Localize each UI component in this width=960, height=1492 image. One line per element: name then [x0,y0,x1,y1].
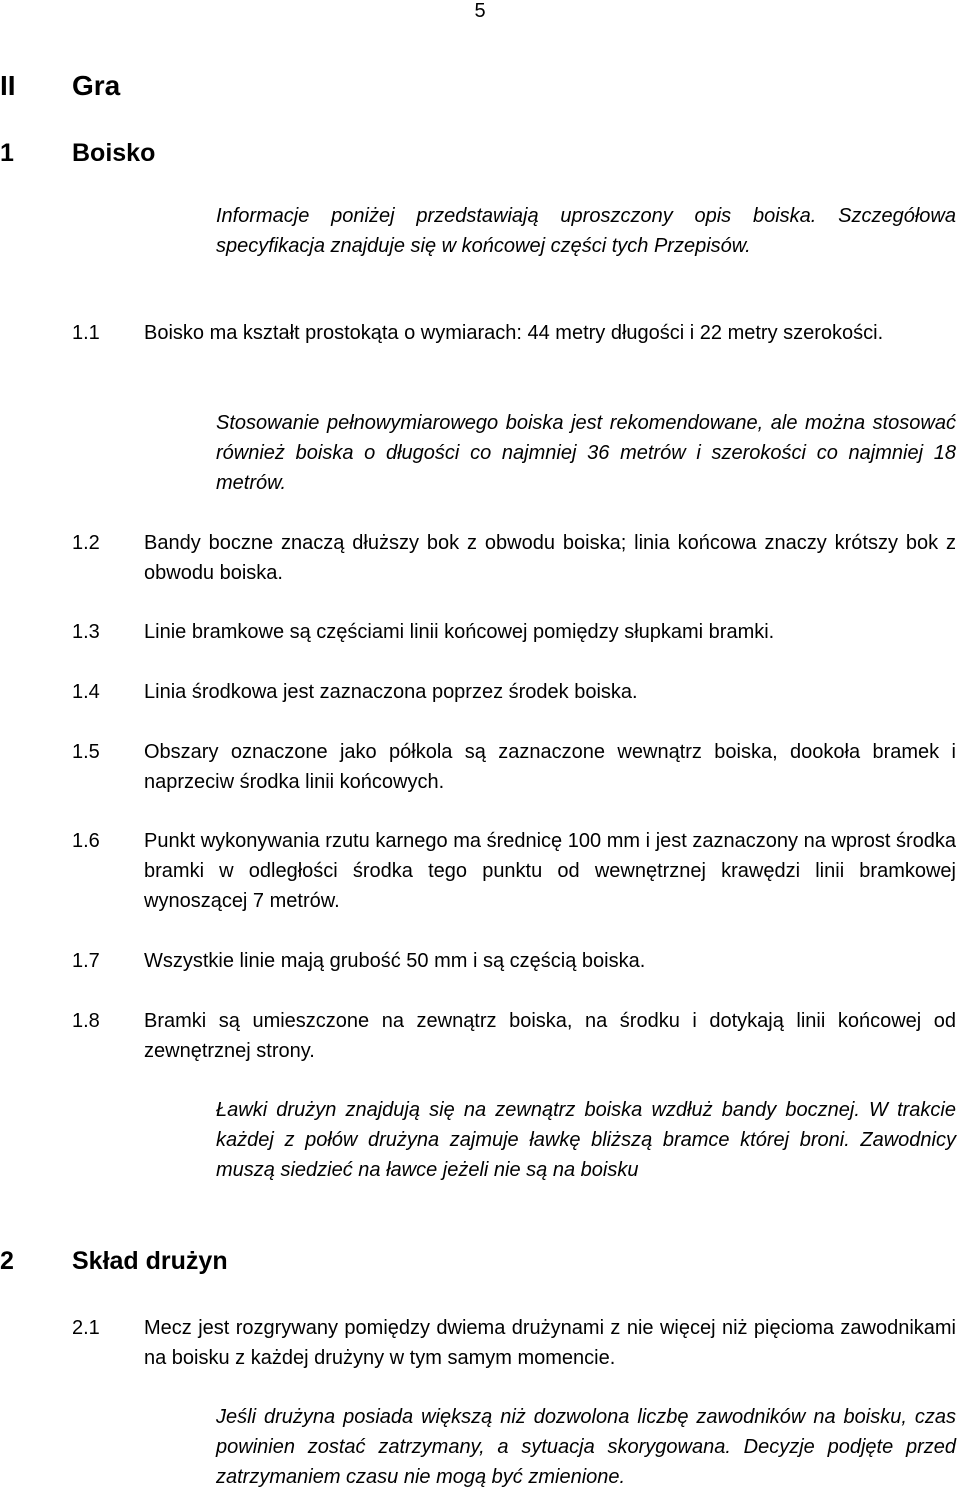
rule-item [72,1006,956,1066]
chapter-number: II [0,70,16,101]
page-number: 5 [474,0,486,22]
rule-note: Ławki drużyn znajdują się na zewnątrz boiska wzdłuż bandy bocznej. W trakcie każdej z połów drużyna zajmuje ławkę bliższą bramce której broni. Zawodnicy muszą siedzieć na ławce jeżeli nie są na boisku [216,1099,956,1181]
rule-note: Stosowanie pełnowymiarowego boiska jest rekomendowane, ale można stosować również boiska o długości co najmniej 36 metrów i szerokości co najmniej 18 metrów. [216,412,956,494]
rule-text: Linia środkowa jest zaznaczona poprzez środek boiska. [144,681,638,703]
rule-item [72,946,956,976]
rule-item [72,617,956,647]
rule-number: 1.6 [72,830,100,852]
rule-number: 1.3 [72,621,100,643]
rule-number: 1.8 [72,1010,100,1032]
rule-text: Bramki są umieszczone na zewnątrz boiska, na środku i dotykają linii końcowej od zewnętrznej strony. [144,1010,956,1062]
rule-item [72,677,956,707]
rule-text: Mecz jest rozgrywany pomiędzy dwiema drużynami z nie więcej niż pięcioma zawodnikami na boisku z każdej drużyny w tym samym momencie. [144,1317,956,1369]
rule-text: Obszary oznaczone jako półkola są zaznaczone wewnątrz boiska, dookoła bramek i naprzeciw środka linii końcowych. [144,741,956,793]
rule-item [72,826,956,916]
rule-note: Jeśli drużyna posiada większą niż dozwolona liczbę zawodników na boisku, czas powinien zostać zatrzymany, a sytuacja skorygowana. Decyzje podjęte przed zatrzymaniem czasu nie mogą być zmienione. [216,1406,956,1488]
rule-number: 1.1 [72,322,100,344]
rule-item [72,737,956,797]
section-title: Boisko [72,139,156,167]
intro-note: Informacje poniżej przedstawiają uproszczony opis boiska. Szczegółowa specyfikacja znajduje się w końcowej części tych Przepisów. [216,205,956,257]
rule-text: Punkt wykonywania rzutu karnego ma średnicę 100 mm i jest zaznaczony na wprost środka bramki w odległości środka tego punktu od wewnętrznej krawędzi linii bramkowej wynoszącej 7 metrów. [144,830,956,912]
rule-number: 1.5 [72,741,100,763]
rule-item [72,528,956,588]
rule-text: Wszystkie linie mają grubość 50 mm i są częścią boiska. [144,950,646,972]
rule-number: 1.4 [72,681,100,703]
rule-number: 2.1 [72,1317,100,1339]
rule-text: Bandy boczne znaczą dłuższy bok z obwodu boiska; linia końcowa znaczy krótszy bok z obwodu boiska. [144,532,956,584]
rule-item [72,1313,956,1373]
rule-text: Linie bramkowe są częściami linii końcowej pomiędzy słupkami bramki. [144,621,775,643]
rule-item [72,318,956,348]
section-number: 1 [0,139,14,167]
rule-number: 1.2 [72,532,100,554]
rule-number: 1.7 [72,950,100,972]
rule-text: Boisko ma kształt prostokąta o wymiarach: 44 metry długości i 22 metry szerokości. [144,322,884,344]
section-title: Skład drużyn [72,1247,228,1275]
chapter-title: Gra [72,70,121,101]
section-number: 2 [0,1247,14,1275]
